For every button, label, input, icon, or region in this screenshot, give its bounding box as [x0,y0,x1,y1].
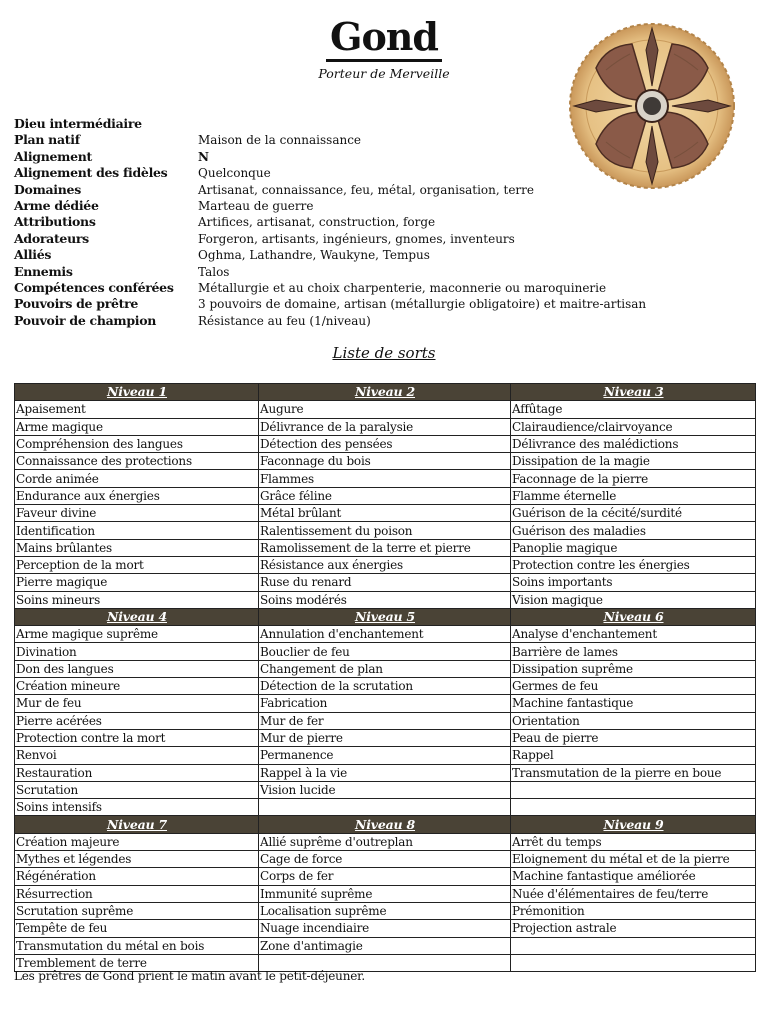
info-row [14,313,754,329]
info-label: Dieu intermédiaire [14,116,142,131]
spell-cell: Orientation [511,712,756,729]
table-row [15,660,756,677]
level-header: Niveau 8 [259,816,511,833]
spell-table [14,383,756,972]
info-label: Alliés [14,247,52,263]
info-row [14,165,754,181]
info-label: Domaines [14,181,81,197]
spell-cell: Vision lucide [259,781,511,798]
table-row [15,747,756,764]
info-value: Maison de la connaissance [198,133,362,148]
spell-cell: Tremblement de terre [15,954,259,971]
table-row [15,470,756,487]
table-row [15,539,756,556]
spell-cell: Délivrance des malédictions [511,435,756,452]
spell-cell: Grâce féline [259,487,511,504]
table-row [15,522,756,539]
info-value: Forgeron, artisants, ingénieurs, gnomes, inventeurs [198,231,515,246]
spell-cell: Apaisement [15,401,259,418]
level-header: Niveau 2 [259,384,511,401]
table-row [15,799,756,816]
spell-cell: Panoplie magique [511,539,756,556]
spell-cell: Perception de la mort [15,556,259,573]
info-row [14,116,754,132]
level-header: Niveau 1 [15,384,259,401]
level-header: Niveau 9 [511,816,756,833]
info-row [14,280,754,296]
spell-cell: Pierre magique [15,574,259,591]
spell-cell: Guérison de la cécité/surdité [511,505,756,522]
table-row [15,729,756,746]
spell-cell: Identification [15,522,259,539]
spell-cell: Arrêt du temps [511,833,756,850]
spell-cell: Flammes [259,470,511,487]
info-row [14,198,754,214]
spell-cell: Ramolissement de la terre et pierre [259,539,511,556]
spell-cell: Soins mineurs [15,591,259,608]
spell-cell: Vision magique [511,591,756,608]
spell-cell: Nuage incendiaire [259,920,511,937]
spell-cell: Annulation d'enchantement [259,626,511,643]
spell-cell: Renvoi [15,747,259,764]
spell-cell: Germes de feu [511,678,756,695]
spell-cell: Régénération [15,868,259,885]
spell-cell: Mur de pierre [259,729,511,746]
spell-cell: Mur de feu [15,695,259,712]
spell-cell [511,937,756,954]
page-subtitle: Porteur de Merveille [318,66,450,81]
spell-cell: Nuée d'élémentaires de feu/terre [511,885,756,902]
table-row [15,764,756,781]
table-row [15,453,756,470]
spell-cell: Ralentissement du poison [259,522,511,539]
spell-cell: Dissipation suprême [511,660,756,677]
info-row [14,132,754,148]
spell-cell: Mur de fer [259,712,511,729]
spell-cell: Allié suprême d'outreplan [259,833,511,850]
spell-cell [511,781,756,798]
spell-cell: Fabrication [259,695,511,712]
deity-info [14,116,754,329]
spell-cell: Immunité suprême [259,885,511,902]
spell-cell: Permanence [259,747,511,764]
spell-cell: Flamme éternelle [511,487,756,504]
spell-cell: Résurrection [15,885,259,902]
spell-cell: Métal brûlant [259,505,511,522]
info-value: Talos [198,264,230,279]
table-row [15,833,756,850]
spell-cell: Arme magique suprême [15,626,259,643]
level-header-row [15,816,756,833]
spell-cell: Connaissance des protections [15,453,259,470]
spell-cell: Détection des pensées [259,435,511,452]
spell-cell: Compréhension des langues [15,435,259,452]
info-label: Adorateurs [14,230,89,246]
table-row [15,695,756,712]
spell-cell: Divination [15,643,259,660]
info-row [14,296,754,312]
spell-cell: Résistance aux énergies [259,556,511,573]
spell-cell: Transmutation du métal en bois [15,937,259,954]
info-value: Quelconque [198,166,271,181]
info-value: Métallurgie et au choix charpenterie, maconnerie ou maroquinerie [198,280,607,295]
spell-cell: Scrutation [15,781,259,798]
spell-cell: Soins intensifs [15,799,259,816]
spell-cell: Changement de plan [259,660,511,677]
spell-cell: Barrière de lames [511,643,756,660]
info-label: Plan natif [14,132,80,148]
table-row [15,574,756,591]
info-row [14,231,754,247]
spell-cell: Création majeure [15,833,259,850]
info-row [14,247,754,263]
info-label: Alignement des fidèles [14,165,168,181]
spell-cell [511,954,756,971]
spell-cell: Faconnage de la pierre [511,470,756,487]
table-row [15,712,756,729]
spell-cell: Cage de force [259,851,511,868]
table-row [15,626,756,643]
table-row [15,487,756,504]
spell-cell: Corps de fer [259,868,511,885]
level-header: Niveau 5 [259,608,511,625]
spell-cell: Faveur divine [15,505,259,522]
info-value: Marteau de guerre [198,198,314,213]
table-row [15,505,756,522]
spell-cell: Eloignement du métal et de la pierre [511,851,756,868]
info-value: Résistance au feu (1/niveau) [198,313,371,328]
info-value: Artifices, artisanat, construction, forge [198,215,436,230]
info-label: Attributions [14,214,96,230]
table-row [15,418,756,435]
spell-cell: Faconnage du bois [259,453,511,470]
spell-cell: Machine fantastique [511,695,756,712]
spell-cell: Endurance aux énergies [15,487,259,504]
table-row [15,556,756,573]
spell-cell: Soins modérés [259,591,511,608]
info-label: Arme dédiée [14,197,99,213]
info-value: Artisanat, connaissance, feu, métal, organisation, terre [198,182,534,197]
table-row [15,643,756,660]
info-row [14,214,754,230]
spell-cell: Rappel [511,747,756,764]
table-row [15,401,756,418]
table-row [15,885,756,902]
table-row [15,937,756,954]
info-label: Pouvoir de champion [14,312,157,328]
spell-cell: Analyse d'enchantement [511,626,756,643]
spell-cell: Mythes et légendes [15,851,259,868]
spell-cell: Machine fantastique améliorée [511,868,756,885]
info-value: 3 pouvoirs de domaine, artisan (métallurgie obligatoire) et maitre-artisan [198,297,647,312]
spell-cell: Ruse du renard [259,574,511,591]
spell-cell: Affûtage [511,401,756,418]
table-row [15,781,756,798]
spell-cell: Rappel à la vie [259,764,511,781]
spell-cell: Mains brûlantes [15,539,259,556]
level-header: Niveau 3 [511,384,756,401]
info-label: Compétences conférées [14,279,174,295]
spell-cell: Don des langues [15,660,259,677]
spell-cell: Détection de la scrutation [259,678,511,695]
level-header: Niveau 7 [15,816,259,833]
spell-cell: Zone d'antimagie [259,937,511,954]
spell-cell: Augure [259,401,511,418]
spell-cell: Guérison des maladies [511,522,756,539]
level-header-row [15,608,756,625]
table-row [15,902,756,919]
spell-cell: Tempête de feu [15,920,259,937]
spell-cell: Bouclier de feu [259,643,511,660]
table-row [15,868,756,885]
table-row [15,678,756,695]
spell-cell: Dissipation de la magie [511,453,756,470]
spell-cell: Pierre acérées [15,712,259,729]
info-label: Ennemis [14,263,73,279]
table-row [15,920,756,937]
info-row [14,264,754,280]
info-row [14,182,754,198]
spell-cell: Soins importants [511,574,756,591]
table-row [15,435,756,452]
title-text: Gond [326,14,442,62]
table-row [15,591,756,608]
spell-cell: Protection contre les énergies [511,556,756,573]
spell-cell: Création mineure [15,678,259,695]
info-row [14,149,754,165]
spell-cell: Arme magique [15,418,259,435]
footer-note: Les prêtres de Gond prient le matin avant le petit-déjeuner. [14,969,365,983]
spell-cell: Clairaudience/clairvoyance [511,418,756,435]
info-value: Oghma, Lathandre, Waukyne, Tempus [198,248,430,263]
spell-cell: Protection contre la mort [15,729,259,746]
spell-cell [511,799,756,816]
spell-cell: Restauration [15,764,259,781]
spell-cell: Transmutation de la pierre en boue [511,764,756,781]
level-header: Niveau 6 [511,608,756,625]
info-label: Alignement [14,148,93,164]
spell-cell [259,799,511,816]
spell-list-heading: Liste de sorts [332,344,436,362]
info-value: N [198,149,209,164]
spell-cell: Corde animée [15,470,259,487]
table-row [15,851,756,868]
level-header-row [15,384,756,401]
spell-cell: Prémonition [511,902,756,919]
info-label: Pouvoirs de prêtre [14,296,139,312]
spell-cell: Peau de pierre [511,729,756,746]
spell-cell: Scrutation suprême [15,902,259,919]
spell-cell: Localisation suprême [259,902,511,919]
spell-cell: Projection astrale [511,920,756,937]
spell-cell: Délivrance de la paralysie [259,418,511,435]
level-header: Niveau 4 [15,608,259,625]
